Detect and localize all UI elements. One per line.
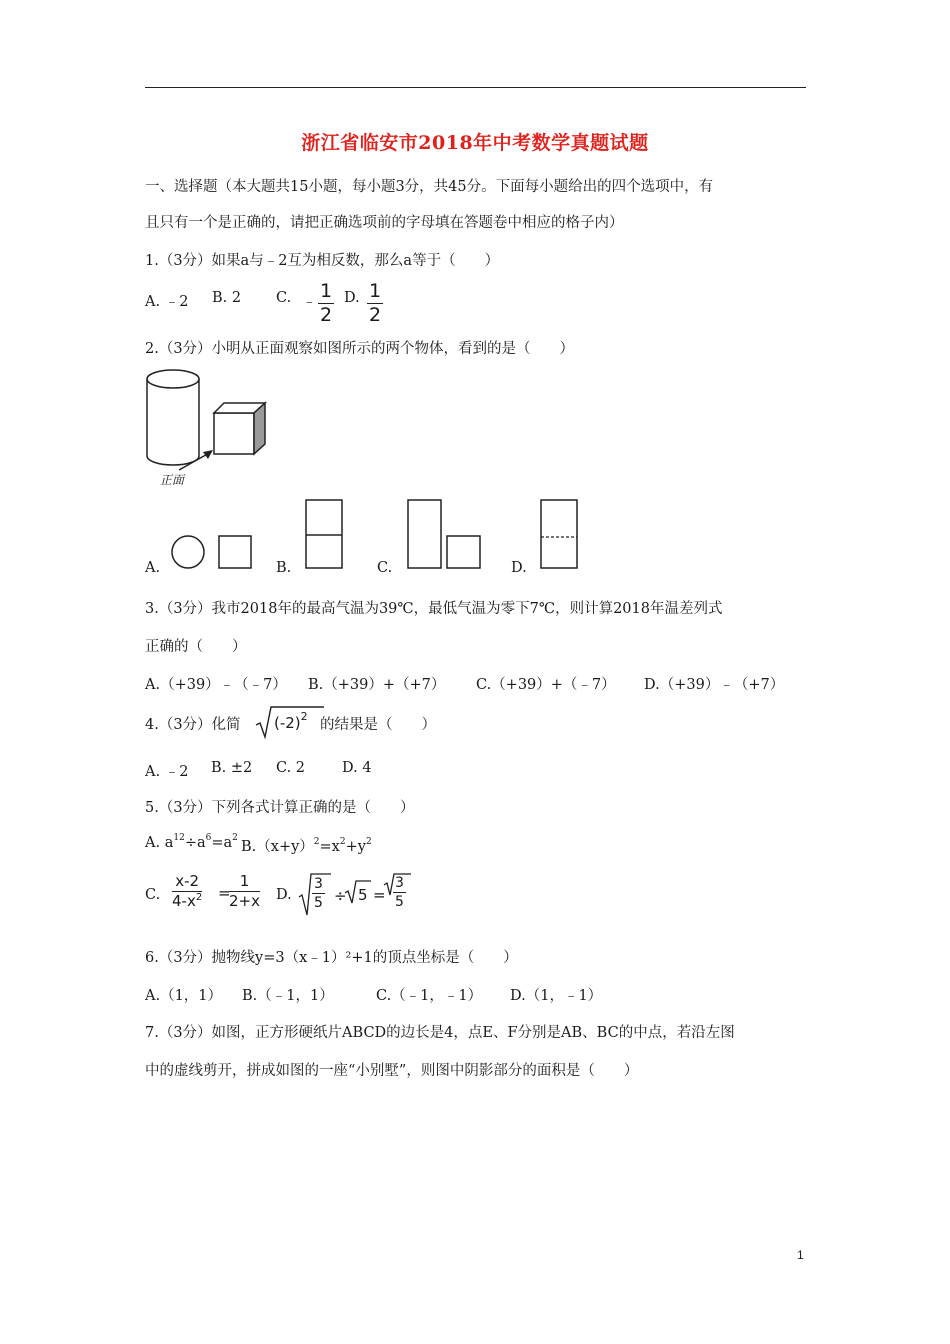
fraction-bar [312, 893, 325, 894]
q5-b-exp3: 2 [365, 837, 372, 847]
q7-stem-line1: 7.（3分）如图，正方形硬纸片ABCD的边长是4，点E、F分别是AB、BC的中点，若沿左图 [145, 1025, 735, 1041]
q5-a-exp3: 2 [232, 833, 238, 843]
q2-option-c-label: C. [377, 560, 393, 576]
q2-option-a-figure [170, 533, 260, 573]
q5-b-exp2: 2 [339, 837, 346, 847]
q3-option-c: C.（+39）+（﹣7） [476, 677, 616, 693]
fraction-denominator-base: 4-x [172, 892, 196, 910]
q6-option-d: D.（1，﹣1） [510, 988, 603, 1004]
q5-stem: 5.（3分）下列各式计算正确的是（ ） [145, 800, 415, 816]
fraction-numerator: 1 [369, 280, 382, 302]
q5-option-a [145, 835, 238, 851]
q2-option-d-figure [540, 499, 580, 574]
q1-option-c-label: C. [276, 290, 292, 306]
q4-stem-prefix: 4.（3分）化简 [145, 717, 241, 733]
q4-radicand-exponent: 2 [300, 710, 308, 723]
q5-b-eq: =x [319, 839, 340, 855]
q5-a-base: a [164, 835, 174, 851]
fraction-denominator: 5 [395, 894, 404, 910]
q5-c-fraction-right [229, 874, 260, 909]
q6-option-b: B.（﹣1，1） [242, 988, 334, 1004]
q2-option-b-label: B. [276, 560, 292, 576]
fraction-denominator: 2+x [229, 892, 260, 910]
page-title: 浙江省临安市2018年中考数学真题试题 [301, 132, 649, 154]
q5-c-fraction-left [172, 874, 202, 909]
fraction-denominator: 2 [320, 304, 333, 326]
fraction-denominator [172, 894, 202, 909]
q4-radicand [274, 710, 308, 732]
q4-option-d: D. 4 [342, 760, 372, 776]
fraction-bar [393, 892, 406, 893]
q2-option-c-figure [407, 499, 487, 574]
q1-option-c-fraction [318, 282, 334, 325]
q3-stem-line2: 正确的（ ） [145, 639, 247, 655]
fraction-numerator: x-2 [175, 872, 200, 890]
q3-option-a: A.（+39）﹣（﹣7） [145, 677, 287, 693]
fraction-numerator: 3 [395, 875, 404, 891]
fraction-numerator: 3 [314, 876, 323, 892]
q1-option-d-fraction [367, 282, 383, 325]
figure-front-label: 正面 [160, 473, 185, 487]
q2-option-b-figure [305, 499, 345, 574]
q3-option-d: D.（+39）﹣（+7） [644, 677, 785, 693]
fraction-denominator: 2 [369, 304, 382, 326]
q5-d-fraction-right [393, 876, 406, 909]
section-instructions-line1: 一、选择题（本大题共15小题，每小题3分，共45分。下面每小题给出的四个选项中，有 [145, 179, 714, 195]
q3-stem-line1: 3.（3分）我市2018年的最高气温为39℃，最低气温为零下7℃，则计算2018年温差列式 [145, 601, 723, 617]
page-number: 1 [797, 1248, 804, 1262]
fraction-denominator-exp: 2 [195, 892, 203, 903]
q2-option-a-label: A. [145, 560, 161, 576]
q1-option-a: A. ﹣2 [145, 294, 189, 310]
fraction-denominator: 5 [314, 895, 323, 911]
q2-option-d-label: D. [511, 560, 527, 576]
q5-option-b [241, 835, 372, 856]
q5-a-div: ÷a [184, 835, 206, 851]
q5-a-exp2: 6 [205, 833, 212, 843]
q6-option-c: C.（﹣1，﹣1） [376, 988, 483, 1004]
q6-option-a: A.（1，1） [145, 988, 223, 1004]
q4-stem-suffix: 的结果是（ ） [320, 717, 436, 733]
q5-option-b-label: B.（x+y） [241, 839, 314, 855]
q5-d-equals: = [373, 886, 386, 904]
q2-stem: 2.（3分）小明从正面观察如图所示的两个物体，看到的是（ ） [145, 341, 575, 357]
q3-option-b: B.（+39）+（+7） [308, 677, 446, 693]
q1-stem: 1.（3分）如果a与﹣2互为相反数，那么a等于（ ） [145, 253, 500, 269]
q5-b-exp1: 2 [313, 837, 320, 847]
q5-a-exp1: 12 [173, 833, 185, 843]
q5-d-radicand: 5 [358, 886, 368, 904]
q5-b-plus: +y [345, 839, 366, 855]
fraction-numerator: 1 [239, 872, 250, 890]
q7-stem-line2: 中的虚线剪开，拼成如图的一座“小别墅”，则图中阴影部分的面积是（ ） [145, 1063, 639, 1079]
q5-a-eq: =a [211, 835, 233, 851]
fraction-numerator: 1 [320, 280, 333, 302]
q5-option-d-label: D. [276, 887, 292, 903]
q5-option-c-label: C. [145, 887, 161, 903]
q1-option-d-label: D. [344, 290, 360, 306]
q5-d-fraction-left [312, 877, 325, 910]
q1-option-b: B. 2 [212, 290, 242, 306]
q5-option-a-label: A. [145, 835, 161, 851]
section-instructions-line2: 且只有一个是正确的，请把正确选项前的字母填在答题卷中相应的格子内） [145, 215, 624, 231]
q5-c-equals: = [218, 884, 231, 902]
header-rule [145, 87, 806, 88]
q6-stem: 6.（3分）抛物线y=3（x﹣1）²+1的顶点坐标是（ ） [145, 950, 518, 966]
q4-radicand-base: (-2) [274, 714, 301, 732]
q4-option-b: B. ±2 [211, 760, 253, 776]
q5-d-divide: ÷ [334, 887, 347, 905]
q4-option-c: C. 2 [276, 760, 306, 776]
q1-option-c-sign: ﹣ [302, 294, 317, 310]
q4-option-a: A. ﹣2 [145, 764, 189, 780]
